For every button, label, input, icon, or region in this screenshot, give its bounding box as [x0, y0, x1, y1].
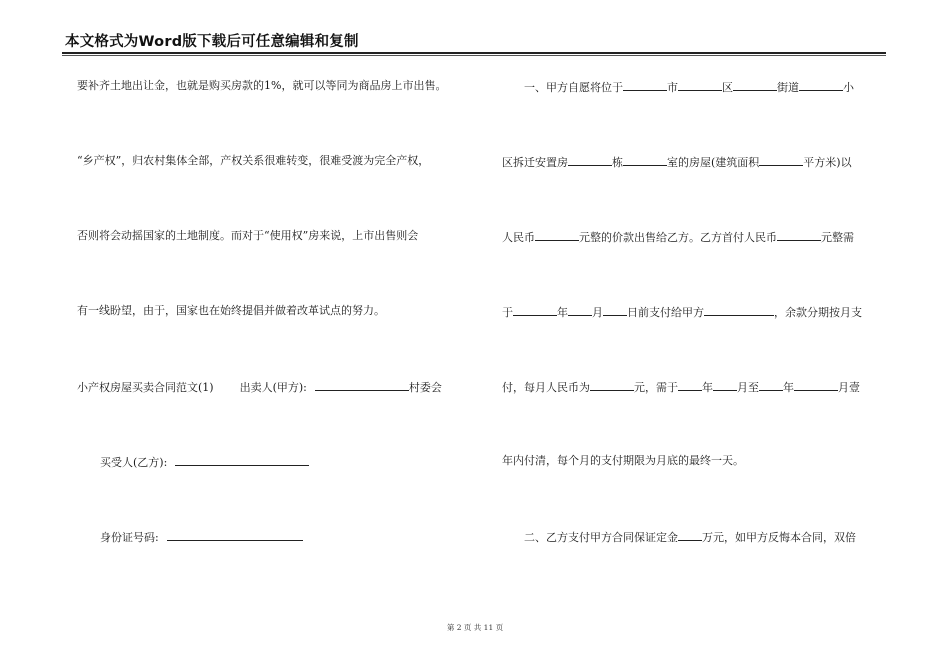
seller-suffix: 村委会	[408, 381, 442, 394]
r5-text-e: 年	[783, 381, 794, 394]
r2-text-d: 平方米)以	[803, 156, 852, 169]
r1-text-d: 街道	[777, 81, 799, 94]
right-line-4	[502, 304, 862, 320]
r4-text-b: 年	[557, 306, 568, 319]
contract-title: 小产权房屋买卖合同范文(1)	[77, 381, 214, 394]
month-blank	[568, 304, 592, 316]
contract-title-line	[77, 379, 442, 395]
r2-text-b: 栋	[612, 156, 623, 169]
down-payment-blank	[777, 229, 821, 241]
right-line-6: 年内付清，每个月的支付期限为月底的最终一天。	[502, 454, 744, 467]
r7-text-b: 万元，如甲方反悔本合同，双倍	[702, 531, 856, 544]
end-month-blank	[794, 379, 838, 391]
r4-text-e: ，余款分期按月支	[774, 306, 862, 319]
id-number-label: 身份证号码:	[100, 531, 159, 544]
left-paragraph-3: 否则将会动摇国家的土地制度。而对于“使用权”房来说，上市出售则会	[77, 229, 419, 242]
monthly-amount-blank	[590, 379, 634, 391]
left-paragraph-4: 有一线盼望，由于，国家也在始终提倡并做着改革试点的努力。	[77, 304, 385, 317]
r2-text-c: 室的房屋(建筑面积	[667, 156, 760, 169]
header-divider	[62, 52, 886, 54]
year-blank	[513, 304, 557, 316]
r5-text-d: 月至	[737, 381, 759, 394]
r5-text-f: 月壹	[838, 381, 860, 394]
left-paragraph-2: “乡产权”，归农村集体全部，产权关系很难转变，很难受渡为完全产权，	[77, 154, 430, 167]
right-line-7	[524, 529, 856, 545]
r1-text-a: 一、甲方自愿将位于	[524, 81, 623, 94]
header-divider-thin	[62, 55, 886, 56]
day-blank	[603, 304, 627, 316]
r1-text-c: 区	[722, 81, 733, 94]
r3-text-a: 人民币	[502, 231, 535, 244]
r1-text-e: 小	[843, 81, 854, 94]
buyer-label: 买受人(乙方):	[100, 456, 168, 469]
r4-text-c: 月	[592, 306, 603, 319]
r4-text-a: 于	[502, 306, 513, 319]
area-blank	[759, 154, 803, 166]
price-blank	[535, 229, 579, 241]
r2-text-a: 区拆迁安置房	[502, 156, 568, 169]
start-year-blank	[678, 379, 702, 391]
r4-text-d: 日前支付给甲方	[627, 306, 704, 319]
payee-blank	[704, 304, 774, 316]
page-number: 第 2 页 共 11 页	[446, 623, 504, 632]
seller-blank	[315, 379, 409, 391]
right-line-3	[502, 229, 854, 245]
city-blank	[623, 79, 667, 91]
community-blank	[799, 79, 843, 91]
end-year-blank	[759, 379, 783, 391]
r5-text-a: 付，每月人民币为	[502, 381, 590, 394]
seller-label: 出卖人(甲方):	[239, 381, 307, 394]
id-number-blank	[167, 529, 303, 541]
right-line-1	[524, 79, 854, 95]
deposit-blank	[678, 529, 702, 541]
building-blank	[568, 154, 612, 166]
buyer-line	[100, 454, 309, 470]
district-blank	[678, 79, 722, 91]
r5-text-c: 年	[702, 381, 713, 394]
right-line-5	[502, 379, 860, 395]
start-month-blank	[713, 379, 737, 391]
left-paragraph-1: 要补齐土地出让金，也就是购买房款的1%，就可以等同为商品房上市出售。	[77, 79, 447, 92]
street-blank	[733, 79, 777, 91]
r7-text-a: 二、乙方支付甲方合同保证定金	[524, 531, 678, 544]
buyer-blank	[175, 454, 309, 466]
r3-text-b: 元整的价款出售给乙方。乙方首付人民币	[579, 231, 777, 244]
r1-text-b: 市	[667, 81, 678, 94]
right-line-2	[502, 154, 852, 170]
r3-text-c: 元整需	[821, 231, 854, 244]
room-blank	[623, 154, 667, 166]
id-number-line	[100, 529, 303, 545]
r5-text-b: 元，需于	[634, 381, 678, 394]
document-header-title: 本文格式为Word版下载后可任意编辑和复制	[65, 34, 359, 50]
